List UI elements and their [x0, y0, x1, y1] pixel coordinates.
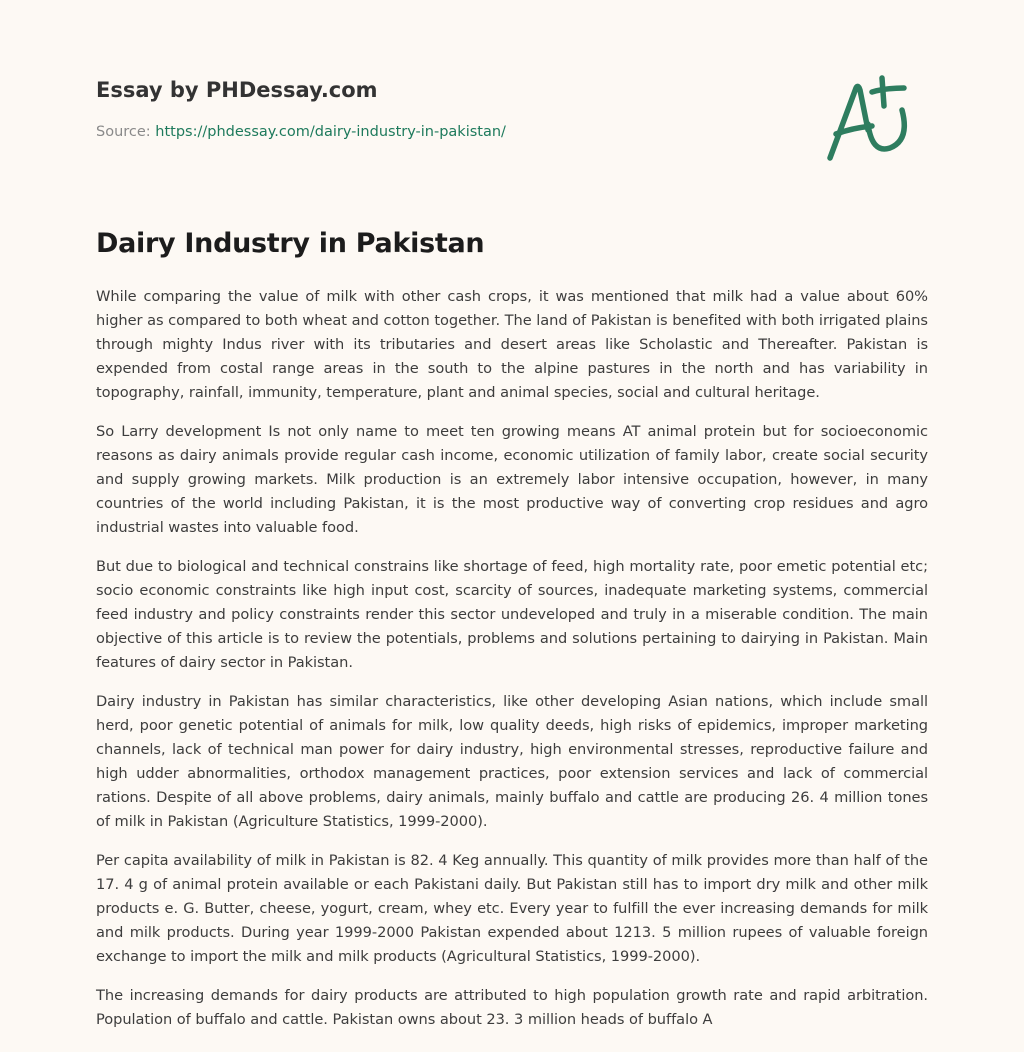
paragraph: So Larry development Is not only name to meet ten growing means AT animal protein but for socioeconomic reasons as dairy animals provide regular cash income, economic utilization of family labor, create social security and supply growing markets. Milk production is an extremely labor intensive occupation, however, in many countries of the world including Pakistan, it is the most productive way of converting crop residues and agro industrial wastes into valuable food.: [96, 423, 928, 536]
source-line: [96, 122, 928, 142]
paragraph: Per capita availability of milk in Pakistan is 82. 4 Keg annually. This quantity of milk provides more than half of the 17. 4 g of animal protein available or each Pakistani daily. But Pakistan still has to import dry milk and other milk products e. G. Butter, cheese, yogurt, cream, whey etc. Every year to fulfill the ever increasing demands for milk and milk products. During year 1999-2000 Pakistan expended about 1213. 5 million rupees of valuable foreign exchange to import the milk and milk products (Agricultural Statistics, 1999-2000).: [96, 852, 928, 965]
paragraph: The increasing demands for dairy products are attributed to high population growth rate and rapid arbitration. Population of buffalo and cattle. Pakistan owns about 23. 3 million heads of buffalo A: [96, 987, 928, 1028]
a-plus-grade-icon: [818, 64, 934, 168]
paragraph: But due to biological and technical constrains like shortage of feed, high mortality rate, poor emetic potential etc; socio economic constraints like high input cost, scarcity of sources, inadequate marketing systems, commercial feed industry and policy constraints render this sector undeveloped and truly in a miserable condition. The main objective of this article is to review the potentials, problems and solutions pertaining to dairying in Pakistan. Main features of dairy sector in Pakistan.: [96, 558, 928, 671]
article-title: Dairy Industry in Pakistan: [96, 228, 485, 259]
paragraph: Dairy industry in Pakistan has similar characteristics, like other developing Asian nations, which include small herd, poor genetic potential of animals for milk, low quality deeds, high risks of epidemics, improper marketing channels, lack of technical man power for dairy industry, high environmental stresses, reproductive failure and high udder abnormalities, orthodox management practices, poor extension services and lack of commercial rations. Despite of all above problems, dairy animals, mainly buffalo and cattle are producing 26. 4 million tones of milk in Pakistan (Agriculture Statistics, 1999-2000).: [96, 693, 928, 830]
paragraph: While comparing the value of milk with other cash crops, it was mentioned that milk had a value about 60% higher as compared to both wheat and cotton together. The land of Pakistan is benefited with both irrigated plains through mighty Indus river with its tributaries and desert areas like Scholastic and Thereafter. Pakistan is expended from costal range areas in the south to the alpine pastures in the north and has variability in topography, rainfall, immunity, temperature, plant and animal species, social and cultural heritage.: [96, 288, 928, 401]
source-link[interactable]: https://phdessay.com/dairy-industry-in-pakistan/: [155, 124, 506, 140]
page-header: [96, 76, 928, 142]
source-label: Source:: [96, 124, 156, 140]
brand-title: Essay by PHDessay.com: [96, 78, 378, 102]
article-body: [96, 285, 928, 1047]
